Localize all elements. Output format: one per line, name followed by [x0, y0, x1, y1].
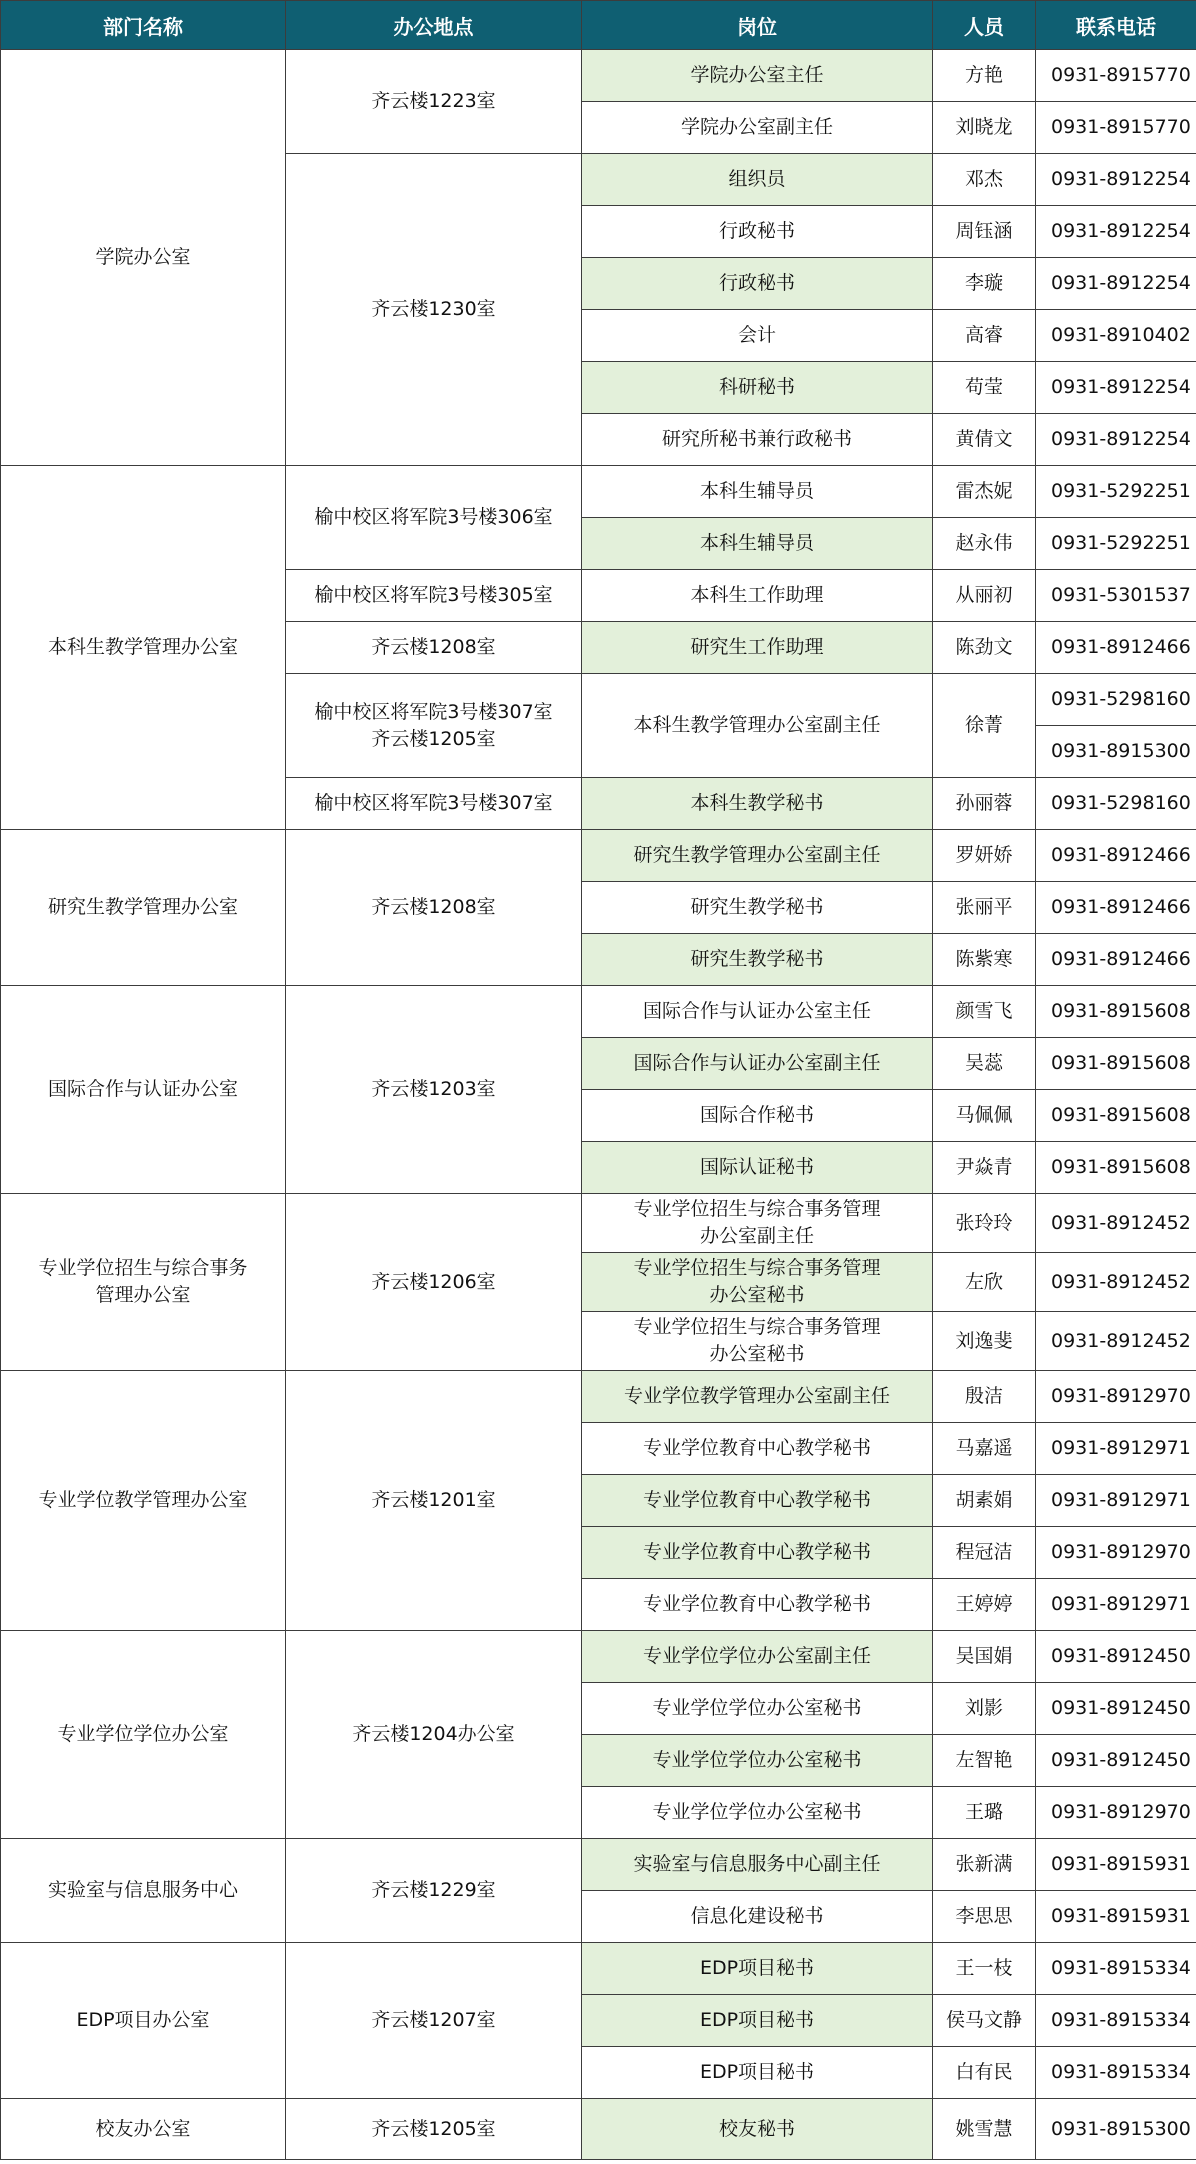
header-row	[1, 1, 1196, 50]
position-cell: 研究生工作助理	[582, 622, 933, 674]
phone-cell: 0931-8915300	[1036, 726, 1196, 778]
phone-cell: 0931-8915770	[1036, 102, 1196, 154]
position-cell: 校友秘书	[582, 2099, 933, 2160]
position-cell: 专业学位教育中心教学秘书	[582, 1423, 933, 1475]
position-line: 专业学位招生与综合事务管理	[633, 1257, 881, 1279]
header-department: 部门名称	[1, 1, 286, 50]
phone-cell: 0931-8912466	[1036, 882, 1196, 934]
location-cell: 齐云楼1208室	[286, 830, 582, 986]
phone-cell: 0931-8915608	[1036, 1090, 1196, 1142]
phone-cell: 0931-8915608	[1036, 1142, 1196, 1194]
phone-cell: 0931-5298160	[1036, 778, 1196, 830]
table-row	[1, 2099, 1196, 2160]
person-cell: 刘影	[933, 1683, 1036, 1735]
table-row	[1, 466, 1196, 518]
phone-cell: 0931-8912466	[1036, 934, 1196, 986]
position-cell: 专业学位教育中心教学秘书	[582, 1475, 933, 1527]
person-cell: 王婷婷	[933, 1579, 1036, 1631]
position-cell: 科研秘书	[582, 362, 933, 414]
department-cell: 国际合作与认证办公室	[1, 986, 286, 1194]
department-cell: EDP项目办公室	[1, 1943, 286, 2099]
table-row	[1, 830, 1196, 882]
phone-cell: 0931-8912452	[1036, 1253, 1196, 1312]
person-cell: 陈紫寒	[933, 934, 1036, 986]
position-line: 办公室副主任	[699, 1225, 814, 1247]
table-row	[1, 1943, 1196, 1995]
position-cell: 国际合作与认证办公室主任	[582, 986, 933, 1038]
position-cell: EDP项目秘书	[582, 1943, 933, 1995]
position-line: 办公室秘书	[709, 1343, 805, 1365]
phone-cell: 0931-8915300	[1036, 2099, 1196, 2160]
position-cell: 国际合作与认证办公室副主任	[582, 1038, 933, 1090]
position-cell: 行政秘书	[582, 258, 933, 310]
phone-cell: 0931-8912466	[1036, 830, 1196, 882]
person-cell: 陈劲文	[933, 622, 1036, 674]
header-position: 岗位	[582, 1, 933, 50]
person-cell: 王一枝	[933, 1943, 1036, 1995]
table-row	[1, 1194, 1196, 1253]
person-cell: 马嘉遥	[933, 1423, 1036, 1475]
person-cell: 苟莹	[933, 362, 1036, 414]
person-cell: 张玲玲	[933, 1194, 1036, 1253]
location-cell	[286, 674, 582, 778]
person-cell: 雷杰妮	[933, 466, 1036, 518]
person-cell: 高睿	[933, 310, 1036, 362]
location-line: 榆中校区将军院3号楼307室	[314, 700, 553, 723]
position-cell: 专业学位教学管理办公室副主任	[582, 1371, 933, 1423]
person-cell: 胡素娟	[933, 1475, 1036, 1527]
person-cell: 王璐	[933, 1787, 1036, 1839]
phone-cell: 0931-8915931	[1036, 1839, 1196, 1891]
location-cell: 齐云楼1205室	[286, 2099, 582, 2160]
position-cell: 实验室与信息服务中心副主任	[582, 1839, 933, 1891]
position-cell	[582, 1194, 933, 1253]
phone-cell: 0931-8915334	[1036, 1943, 1196, 1995]
header-location: 办公地点	[286, 1, 582, 50]
person-cell: 黄倩文	[933, 414, 1036, 466]
position-cell: 专业学位学位办公室副主任	[582, 1631, 933, 1683]
position-cell: 国际认证秘书	[582, 1142, 933, 1194]
position-cell: EDP项目秘书	[582, 1995, 933, 2047]
position-cell: 研究生教学秘书	[582, 934, 933, 986]
person-cell: 吴蕊	[933, 1038, 1036, 1090]
position-cell: 研究所秘书兼行政秘书	[582, 414, 933, 466]
person-cell: 方艳	[933, 50, 1036, 102]
phone-cell: 0931-8915334	[1036, 2047, 1196, 2099]
location-cell: 齐云楼1223室	[286, 50, 582, 154]
table-row	[1, 1839, 1196, 1891]
phone-cell: 0931-8912970	[1036, 1527, 1196, 1579]
phone-cell: 0931-5292251	[1036, 518, 1196, 570]
person-cell: 姚雪慧	[933, 2099, 1036, 2160]
person-cell: 殷洁	[933, 1371, 1036, 1423]
table-row	[1, 1371, 1196, 1423]
phone-cell: 0931-8915608	[1036, 986, 1196, 1038]
person-cell: 白有民	[933, 2047, 1036, 2099]
person-cell: 侯马文静	[933, 1995, 1036, 2047]
phone-cell: 0931-8912254	[1036, 206, 1196, 258]
phone-cell: 0931-8912254	[1036, 414, 1196, 466]
person-cell: 颜雪飞	[933, 986, 1036, 1038]
position-cell: 会计	[582, 310, 933, 362]
department-cell: 学院办公室	[1, 50, 286, 466]
phone-cell: 0931-8912254	[1036, 154, 1196, 206]
position-cell: 本科生辅导员	[582, 466, 933, 518]
position-cell: 本科生教学管理办公室副主任	[582, 674, 933, 778]
person-cell: 吴国娟	[933, 1631, 1036, 1683]
header-phone: 联系电话	[1036, 1, 1196, 50]
person-cell: 周钰涵	[933, 206, 1036, 258]
person-cell: 罗妍娇	[933, 830, 1036, 882]
phone-cell: 0931-8915608	[1036, 1038, 1196, 1090]
phone-cell: 0931-8912971	[1036, 1475, 1196, 1527]
phone-cell: 0931-8912466	[1036, 622, 1196, 674]
location-cell: 齐云楼1207室	[286, 1943, 582, 2099]
person-cell: 孙丽蓉	[933, 778, 1036, 830]
phone-cell: 0931-8915770	[1036, 50, 1196, 102]
position-cell	[582, 1253, 933, 1312]
person-cell: 刘逸斐	[933, 1312, 1036, 1371]
person-cell: 徐菁	[933, 674, 1036, 778]
position-cell: 国际合作秘书	[582, 1090, 933, 1142]
phone-cell: 0931-8912450	[1036, 1683, 1196, 1735]
table-row	[1, 986, 1196, 1038]
phone-cell: 0931-5298160	[1036, 674, 1196, 726]
department-cell: 专业学位招生与综合事务管理办公室	[1, 1194, 286, 1371]
phone-cell: 0931-8912452	[1036, 1194, 1196, 1253]
person-cell: 赵永伟	[933, 518, 1036, 570]
location-cell: 齐云楼1229室	[286, 1839, 582, 1943]
phone-cell: 0931-5301537	[1036, 570, 1196, 622]
person-cell: 张新满	[933, 1839, 1036, 1891]
position-cell: 专业学位学位办公室秘书	[582, 1735, 933, 1787]
phone-cell: 0931-8912970	[1036, 1371, 1196, 1423]
table-row	[1, 1631, 1196, 1683]
location-cell: 齐云楼1208室	[286, 622, 582, 674]
header-person: 人员	[933, 1, 1036, 50]
person-cell: 左欣	[933, 1253, 1036, 1312]
phone-cell: 0931-8912450	[1036, 1631, 1196, 1683]
department-cell: 研究生教学管理办公室	[1, 830, 286, 986]
phone-cell: 0931-8912452	[1036, 1312, 1196, 1371]
position-line: 专业学位招生与综合事务管理	[633, 1198, 881, 1220]
department-cell: 专业学位教学管理办公室	[1, 1371, 286, 1631]
position-cell: 专业学位学位办公室秘书	[582, 1683, 933, 1735]
phone-cell: 0931-8912970	[1036, 1787, 1196, 1839]
position-cell: EDP项目秘书	[582, 2047, 933, 2099]
position-cell: 研究生教学秘书	[582, 882, 933, 934]
person-cell: 邓杰	[933, 154, 1036, 206]
position-cell: 本科生工作助理	[582, 570, 933, 622]
location-cell: 齐云楼1204办公室	[286, 1631, 582, 1839]
department-cell: 专业学位学位办公室	[1, 1631, 286, 1839]
location-cell: 榆中校区将军院3号楼307室	[286, 778, 582, 830]
position-cell: 信息化建设秘书	[582, 1891, 933, 1943]
position-cell	[582, 1312, 933, 1371]
phone-cell: 0931-8910402	[1036, 310, 1196, 362]
position-line: 办公室秘书	[709, 1284, 805, 1306]
person-cell: 左智艳	[933, 1735, 1036, 1787]
person-cell: 刘晓龙	[933, 102, 1036, 154]
person-cell: 马佩佩	[933, 1090, 1036, 1142]
position-cell: 行政秘书	[582, 206, 933, 258]
location-cell: 榆中校区将军院3号楼305室	[286, 570, 582, 622]
phone-cell: 0931-8915334	[1036, 1995, 1196, 2047]
phone-cell: 0931-5292251	[1036, 466, 1196, 518]
location-line: 齐云楼1205室	[371, 727, 496, 750]
position-cell: 本科生教学秘书	[582, 778, 933, 830]
position-cell: 组织员	[582, 154, 933, 206]
department-cell: 本科生教学管理办公室	[1, 466, 286, 830]
person-cell: 李思思	[933, 1891, 1036, 1943]
position-cell: 学院办公室副主任	[582, 102, 933, 154]
phone-cell: 0931-8912971	[1036, 1579, 1196, 1631]
location-cell: 齐云楼1230室	[286, 154, 582, 466]
position-cell: 专业学位教育中心教学秘书	[582, 1579, 933, 1631]
location-cell: 榆中校区将军院3号楼306室	[286, 466, 582, 570]
person-cell: 张丽平	[933, 882, 1036, 934]
position-cell: 专业学位教育中心教学秘书	[582, 1527, 933, 1579]
phone-cell: 0931-8912254	[1036, 362, 1196, 414]
person-cell: 程冠洁	[933, 1527, 1036, 1579]
table-row	[1, 50, 1196, 102]
phone-cell: 0931-8912254	[1036, 258, 1196, 310]
position-cell: 学院办公室主任	[582, 50, 933, 102]
location-cell: 齐云楼1201室	[286, 1371, 582, 1631]
person-cell: 李璇	[933, 258, 1036, 310]
position-cell: 专业学位学位办公室秘书	[582, 1787, 933, 1839]
phone-cell: 0931-8912971	[1036, 1423, 1196, 1475]
phone-cell: 0931-8915931	[1036, 1891, 1196, 1943]
location-cell: 齐云楼1203室	[286, 986, 582, 1194]
department-cell: 实验室与信息服务中心	[1, 1839, 286, 1943]
position-cell: 本科生辅导员	[582, 518, 933, 570]
position-cell: 研究生教学管理办公室副主任	[582, 830, 933, 882]
person-cell: 从丽初	[933, 570, 1036, 622]
location-cell: 齐云楼1206室	[286, 1194, 582, 1371]
department-cell: 校友办公室	[1, 2099, 286, 2160]
position-line: 专业学位招生与综合事务管理	[633, 1316, 881, 1338]
phone-cell: 0931-8912450	[1036, 1735, 1196, 1787]
person-cell: 尹焱青	[933, 1142, 1036, 1194]
